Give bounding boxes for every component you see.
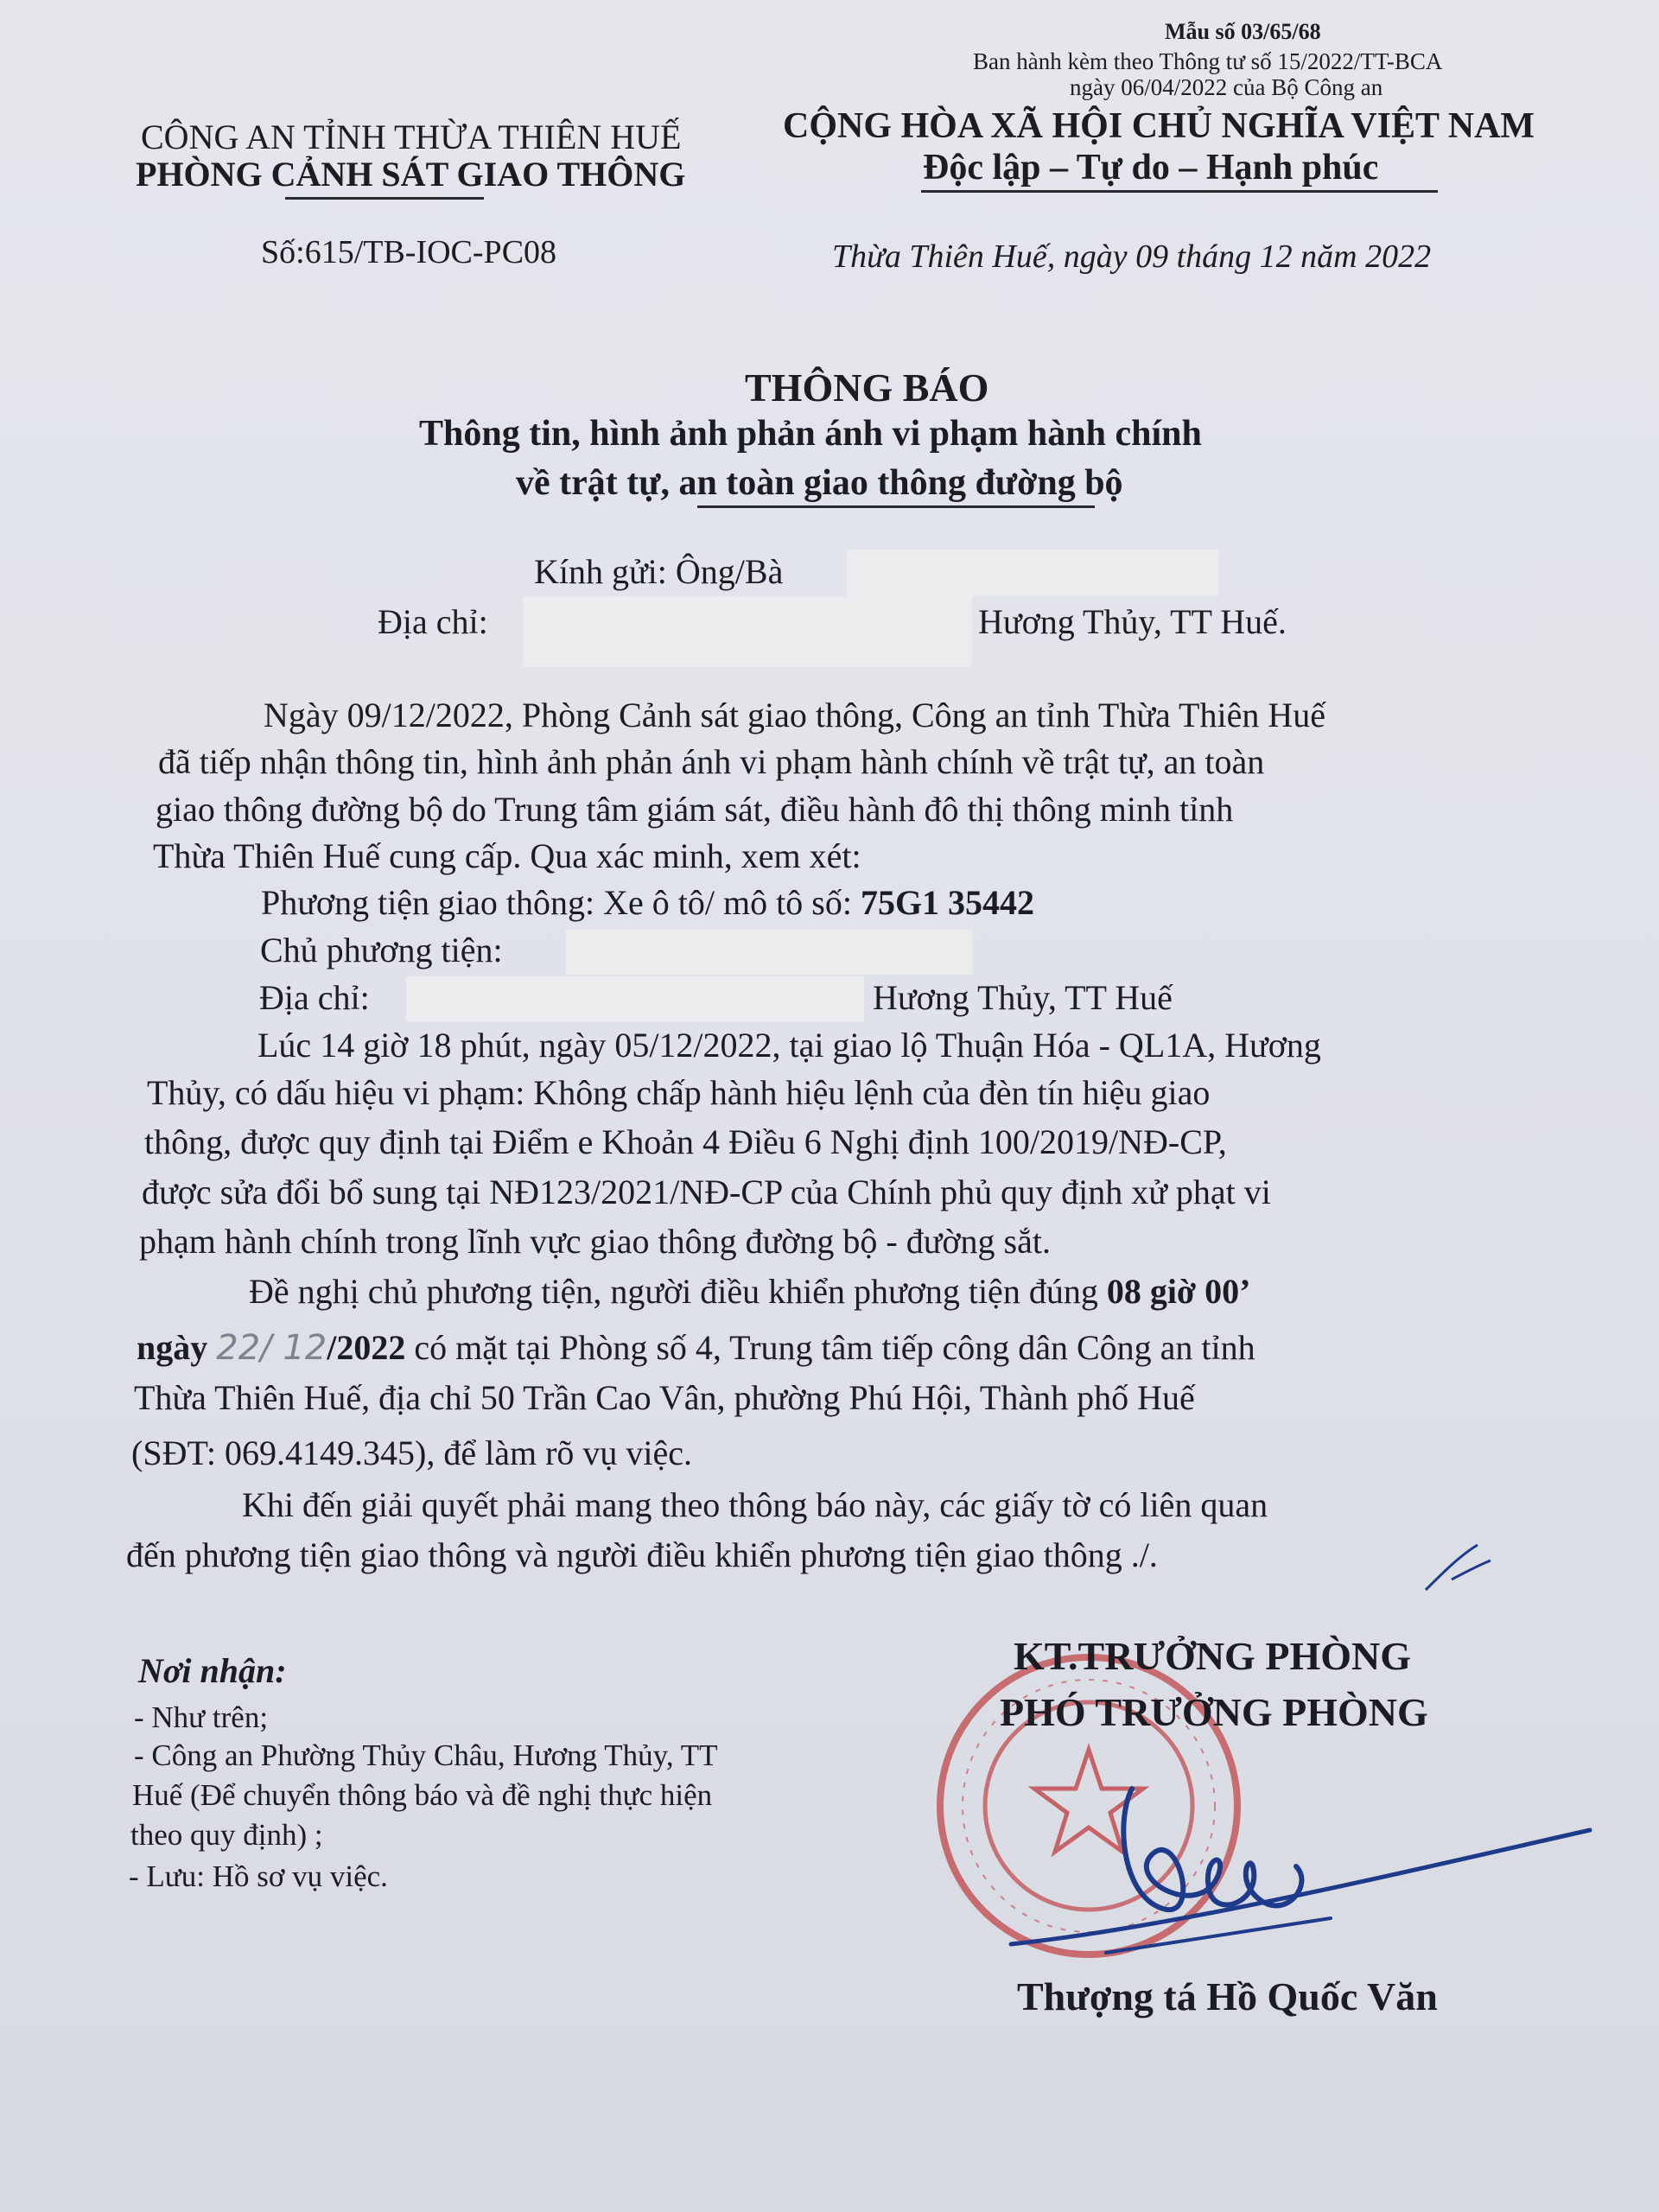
- document-subtitle-line1: Thông tin, hình ảnh phản ánh vi phạm hành chính: [419, 414, 1202, 454]
- title-underline: [697, 505, 1095, 508]
- body-line: thông, được quy định tại Điểm e Khoản 4 Điều 6 Nghị định 100/2019/NĐ-CP,: [144, 1122, 1227, 1161]
- redacted-owner-address: [406, 976, 864, 1021]
- document-number: Số:615/TB-IOC-PC08: [261, 234, 557, 270]
- national-motto: Độc lập – Tự do – Hạnh phúc: [923, 148, 1379, 188]
- summons-time: 08 giờ 00’: [1106, 1272, 1251, 1311]
- recipient-address-tail: Hương Thủy, TT Huế.: [978, 602, 1287, 641]
- body-line: Ngày 09/12/2022, Phòng Cảnh sát giao thông, Công an tỉnh Thừa Thiên Huế: [264, 696, 1325, 734]
- body-line: [137, 1328, 1255, 1368]
- document-title: THÔNG BÁO: [745, 365, 989, 410]
- owner-address-tail: Hương Thủy, TT Huế: [873, 978, 1173, 1017]
- body-line: Thừa Thiên Huế, địa chỉ 50 Trần Cao Vân, phường Phú Hội, Thành phố Huế: [134, 1378, 1195, 1417]
- place-and-date: Thừa Thiên Huế, ngày 09 tháng 12 năm 2022: [832, 238, 1432, 275]
- nation-name: CỘNG HÒA XÃ HỘI CHỦ NGHĨA VIỆT NAM: [783, 106, 1535, 146]
- recipient-address-label: Địa chỉ:: [378, 602, 488, 641]
- initial-mark-icon: [1417, 1529, 1495, 1599]
- form-number: Mẫu số 03/65/68: [1165, 19, 1321, 44]
- body-line: được sửa đổi bổ sung tại NĐ123/2021/NĐ-CP của Chính phủ quy định xử phạt vi: [142, 1173, 1271, 1211]
- handwritten-signature-icon: [1002, 1754, 1607, 1979]
- signature-title-line1: KT.TRƯỞNG PHÒNG: [1014, 1634, 1411, 1678]
- summons-location: có mặt tại Phòng số 4, Trung tâm tiếp công dân Công an tỉnh: [405, 1328, 1255, 1367]
- recipient-item: - Lưu: Hồ sơ vụ việc.: [129, 1859, 388, 1893]
- redacted-recipient-address: [523, 596, 972, 667]
- body-line: giao thông đường bộ do Trung tâm giám sát, điều hành đô thị thông minh tỉnh: [156, 790, 1234, 829]
- recipients-heading: Nơi nhận:: [138, 1651, 287, 1690]
- redacted-owner-name: [566, 930, 972, 975]
- vehicle-line: [261, 883, 1035, 922]
- signer-name: Thượng tá Hồ Quốc Văn: [1017, 1974, 1438, 2018]
- agency-parent: CÔNG AN TỈNH THỪA THIÊN HUẾ: [141, 118, 682, 156]
- summons-day-label: ngày: [137, 1328, 208, 1367]
- signature-title-line2: PHÓ TRƯỞNG PHÒNG: [1000, 1690, 1428, 1734]
- body-line: Thủy, có dấu hiệu vi phạm: Không chấp hành hiệu lệnh của đèn tín hiệu giao: [147, 1073, 1211, 1112]
- vehicle-label: Phương tiện giao thông: Xe ô tô/ mô tô số:: [261, 883, 861, 922]
- body-line: (SĐT: 069.4149.345), để làm rõ vụ việc.: [131, 1433, 693, 1472]
- recipient-item: - Như trên;: [134, 1700, 269, 1734]
- owner-label: Chủ phương tiện:: [260, 931, 503, 969]
- body-line: Lúc 14 giờ 18 phút, ngày 05/12/2022, tại giao lộ Thuận Hóa - QL1A, Hương: [257, 1026, 1321, 1065]
- handwritten-date: 22/ 12: [216, 1328, 327, 1368]
- vehicle-plate: 75G1 35442: [860, 883, 1035, 922]
- redacted-recipient-name: [847, 550, 1218, 596]
- body-line: Thừa Thiên Huế cung cấp. Qua xác minh, xem xét:: [153, 836, 861, 875]
- body-line: [249, 1274, 1250, 1309]
- recipient-item: - Công an Phường Thủy Châu, Hương Thủy, TT: [134, 1738, 718, 1772]
- body-line: đến phương tiện giao thông và người điều khiển phương tiện giao thông ./.: [126, 1535, 1158, 1574]
- owner-address-label: Địa chỉ:: [259, 978, 370, 1017]
- agency-name: PHÒNG CẢNH SÁT GIAO THÔNG: [136, 155, 686, 194]
- form-issued-line2: ngày 06/04/2022 của Bộ Công an: [1070, 74, 1383, 100]
- body-line: đã tiếp nhận thông tin, hình ảnh phản ánh vi phạm hành chính về trật tự, an toàn: [158, 742, 1265, 781]
- recipient-item: theo quy định) ;: [130, 1818, 323, 1852]
- summons-text: Đề nghị chủ phương tiện, người điều khiển phương tiện đúng: [249, 1272, 1107, 1311]
- body-line: Khi đến giải quyết phải mang theo thông báo này, các giấy tờ có liên quan: [242, 1485, 1268, 1524]
- document-subtitle-line2: về trật tự, an toàn giao thông đường bộ: [516, 463, 1123, 503]
- agency-underline: [285, 197, 484, 200]
- recipient-label: Kính gửi: Ông/Bà: [534, 552, 784, 591]
- summons-year: /2022: [327, 1328, 406, 1367]
- form-issued-line1: Ban hành kèm theo Thông tư số 15/2022/TT-BCA: [973, 48, 1443, 74]
- body-line: phạm hành chính trong lĩnh vực giao thông đường bộ - đường sắt.: [139, 1222, 1051, 1261]
- recipient-item: Huế (Để chuyển thông báo và đề nghị thực hiện: [132, 1778, 713, 1812]
- motto-underline: [921, 190, 1438, 193]
